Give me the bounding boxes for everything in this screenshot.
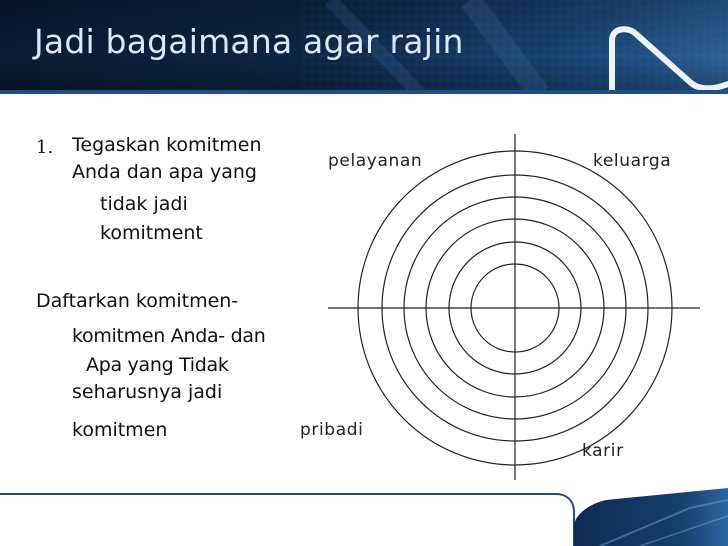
- page-title: Jadi bagaimana agar rajin: [34, 22, 464, 61]
- point2-line5: komitmen: [72, 419, 168, 441]
- point2-line3: Apa yang Tidak: [86, 354, 229, 376]
- point1-line4: komitment: [100, 222, 203, 244]
- point1-line3: tidak jadi: [100, 193, 188, 215]
- point2-line1: Daftarkan komitmen-: [36, 290, 239, 312]
- label-pelayanan: pelayanan: [328, 151, 423, 171]
- label-karir: karir: [582, 441, 624, 461]
- label-keluarga: keluarga: [593, 151, 672, 171]
- point2-line2: komitmen Anda- dan: [72, 325, 266, 347]
- point1-line2: Anda dan apa yang: [72, 161, 257, 183]
- label-pribadi: pribadi: [300, 420, 364, 440]
- point2-line4: seharusnya jadi: [72, 381, 223, 403]
- list-number: 1.: [36, 137, 54, 158]
- footer-decoration: [0, 486, 728, 546]
- point1-line1: Tegaskan komitmen: [72, 134, 262, 156]
